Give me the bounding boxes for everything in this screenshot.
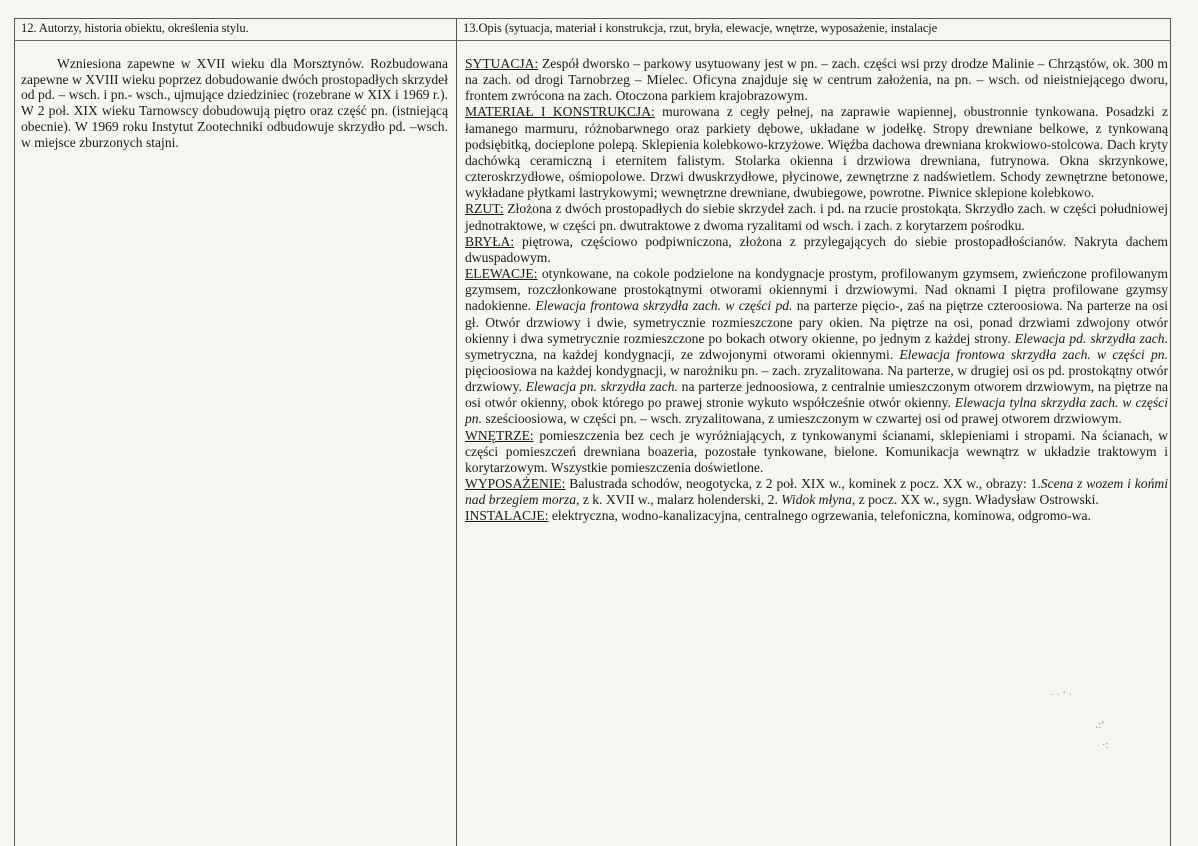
elewacje-italic-3: Elewacja frontowa skrzydła zach. w części pn.	[899, 346, 1168, 362]
elewacje-text-2: na parterze pięcio-, zaś na piętrze czteroosiowa. Na parterze na osi gł. Otwór drzwiowy i dwie, symetrycznie rozmieszczone pary okien. Na piętrze na osi, ponad drzwiami zdwojony otwór okienny i dwa symetrycznie rozmieszczone po bokach otwory okienne, po jednym z każdej strony.	[465, 298, 1168, 346]
material-text: murowana z cegły pełnej, na zaprawie wapiennej, obustronnie tynkowana. Posadzki z łamanego marmuru, różnobarwnego oraz parkiety dębowe, układane w jodełkę. Stropy drewniane belkowe, z tynkowaną podsiębitką, docieplone polepą. Sklepienia kolebkowo-krzyżowe. Więźba dachowa drewniana krokwiowo-stolcowa. Dach kryty dachówką ceramiczną i eternitem falistym. Stolarka okienna i drzwiowa drewniana, futrynowa. Okna skrzynkowe, czteroskrzydłowe, ośmiopolowe. Drzwi dwuskrzydłowe, płycinowe, zewnętrzne z nadświetlem. Schody zewnętrzne betonowe, wykładane płytkami lastrykowymi; wewnętrzne drewniane, dwubiegowe, powrotne. Piwnice sklepione kolebkowo.	[465, 104, 1168, 201]
elewacje-text-4: pięcioosiowa na każdej kondygnacji, w narożniku pn. – zach. zryzalitowana. Na parterze, w drugiej osi os pd. prostokątny otwór drzwiowy.	[465, 362, 1168, 395]
bryla-text: piętrowa, częściowo podpiwniczona, złożona z przylegających do siebie prostopadłościanów. Nakryta dachem dwuspadowym.	[465, 233, 1168, 265]
sytuacja-paragraph	[465, 56, 1168, 104]
elewacje-text-5: na parterze jednoosiowa, z centralnie umieszczonym otworem drzwiowym, na piętrze na osi otwór okienny, obok którego po prawej stronie wykuto współcześnie otwór okienny.	[465, 379, 1168, 411]
instalacje-heading: INSTALACJE:	[465, 508, 549, 524]
header-rule	[14, 40, 1171, 41]
instalacje-text: elektryczna, wodno-kanalizacyjna, centralnego ogrzewania, telefoniczna, kominowa, odgromo-wa.	[548, 508, 1091, 524]
wyposazenie-text-3: z pocz. XX w., sygn. Władysław Ostrowski.	[855, 492, 1099, 508]
sytuacja-text: Zespół dworsko – parkowy usytuowany jest w pn. – zach. części wsi przy drodze Malinie – Chrząstów, ok. 300 m na zach. od drogi Tarnobrzeg – Mielec. Oficyna znajduje się w centrum założenia, na pn. – wsch. od nieistniejącego dworu, frontem zwrócona na zach. Otoczona parkiem krajobrazowym.	[465, 56, 1168, 104]
instalacje-paragraph	[465, 508, 1168, 524]
wyposazenie-italic-2: Widok młyna,	[781, 492, 856, 508]
elewacje-italic-1: Elewacja frontowa skrzydła zach. w części pd.	[535, 298, 793, 314]
sytuacja-heading: SYTUACJA:	[465, 56, 539, 71]
elewacje-italic-5: Elewacja tylna skrzydła zach. w części pn.	[465, 395, 1168, 427]
elewacje-text-6: sześcioosiowa, w części pn. – wsch. zryzalitowana, z umieszczonym w czwartej osi od prawej otworem drzwiowym.	[482, 411, 1122, 427]
rzut-text: Złożona z dwóch prostopadłych do siebie skrzydeł zach. i pd. na rzucie prostokąta. Skrzydło zach. w części południowej jednotraktowe, w części pn. dwutraktowe z dwoma ryzalitami od wsch. i zach. z korytarzem pośrodku.	[465, 201, 1168, 233]
elewacje-italic-2: Elewacja pd. skrzydła zach.	[1014, 330, 1168, 346]
scan-speck: ·:	[1102, 740, 1109, 751]
elewacje-paragraph	[465, 266, 1168, 428]
wyposazenie-paragraph	[465, 476, 1168, 508]
wnetrze-text: pomieszczenia bez cech je wyróżniających, z tynkowanymi ścianami, sklepieniami i stropami. Na ścianach, w części pomieszczeń drewniana boazeria, pozostałe tynkowane, bielone. Komunikacja wewnątrz w układzie traktowym i korytarzowym. Wszystkie pomieszczenia doświetlone.	[465, 427, 1168, 475]
material-heading: MATERIAŁ I KONSTRUKCJA:	[465, 104, 655, 120]
elewacje-heading: ELEWACJE:	[465, 266, 538, 282]
scan-speck: · · ' ·	[1050, 690, 1072, 701]
left-column-header: 12. Autorzy, historia obiektu, określenia stylu.	[21, 21, 249, 35]
right-column-header: 13.Opis (sytuacja, materiał i konstrukcja, rzut, bryła, elewacje, wnętrze, wyposażenie, instalacje	[463, 21, 938, 35]
wyposazenie-text-1: Balustrada schodów, neogotycka, z 2 poł. XIX w., kominek z pocz. XX w., obrazy: 1.	[565, 476, 1041, 492]
history-paragraph: Wzniesiona zapewne w XVII wieku dla Morsztynów. Rozbudowana zapewne w XVIII wieku poprzez dobudowanie dwóch prostopadłych skrzydeł od pd. – wsch. i pn.- wsch., ujmujące dziedziniec (rozebrane w XIX i 1969 r.). W 2 poł. XIX wieku Tarnowscy dobudowują piętro oraz część pn. (istniejącą obecnie). W 1969 roku Instytut Zootechniki odbudowuje skrzydło pd. –wsch. w miejsce zburzonych stajni.	[21, 56, 448, 150]
column-divider	[456, 18, 457, 846]
wyposazenie-text-2: z k. XVII w., malarz holenderski, 2.	[579, 492, 782, 508]
wyposazenie-italic-1: Scena z wozem i końmi nad brzegiem morza,	[465, 476, 1168, 508]
elewacje-text-3: symetryczna, na każdej kondygnacji, ze zdwojonymi otworami okiennymi.	[465, 346, 900, 362]
wnetrze-heading: WNĘTRZE:	[465, 427, 534, 443]
description-section	[465, 56, 1168, 525]
rzut-paragraph	[465, 201, 1168, 233]
history-section	[21, 56, 448, 150]
elewacje-text-1: otynkowane, na cokole podzielone na kondygnacje prostym, profilowanym gzymsem, zwieńczone profilowanym gzymsem, rozczłonkowane prostokątnymi otworami okiennymi i drzwiowymi. Nad oknami I piętra profilowane gzymsy nadokienne.	[465, 266, 1168, 314]
material-paragraph	[465, 104, 1168, 201]
rzut-heading: RZUT:	[465, 201, 504, 217]
wyposazenie-heading: WYPOSAŻENIE:	[465, 476, 566, 492]
bryla-heading: BRYŁA:	[465, 233, 515, 249]
elewacje-italic-4: Elewacja pn. skrzydła zach.	[525, 379, 678, 395]
wnetrze-paragraph	[465, 428, 1168, 476]
bryla-paragraph	[465, 234, 1168, 266]
scan-speck: .:'	[1095, 720, 1105, 731]
